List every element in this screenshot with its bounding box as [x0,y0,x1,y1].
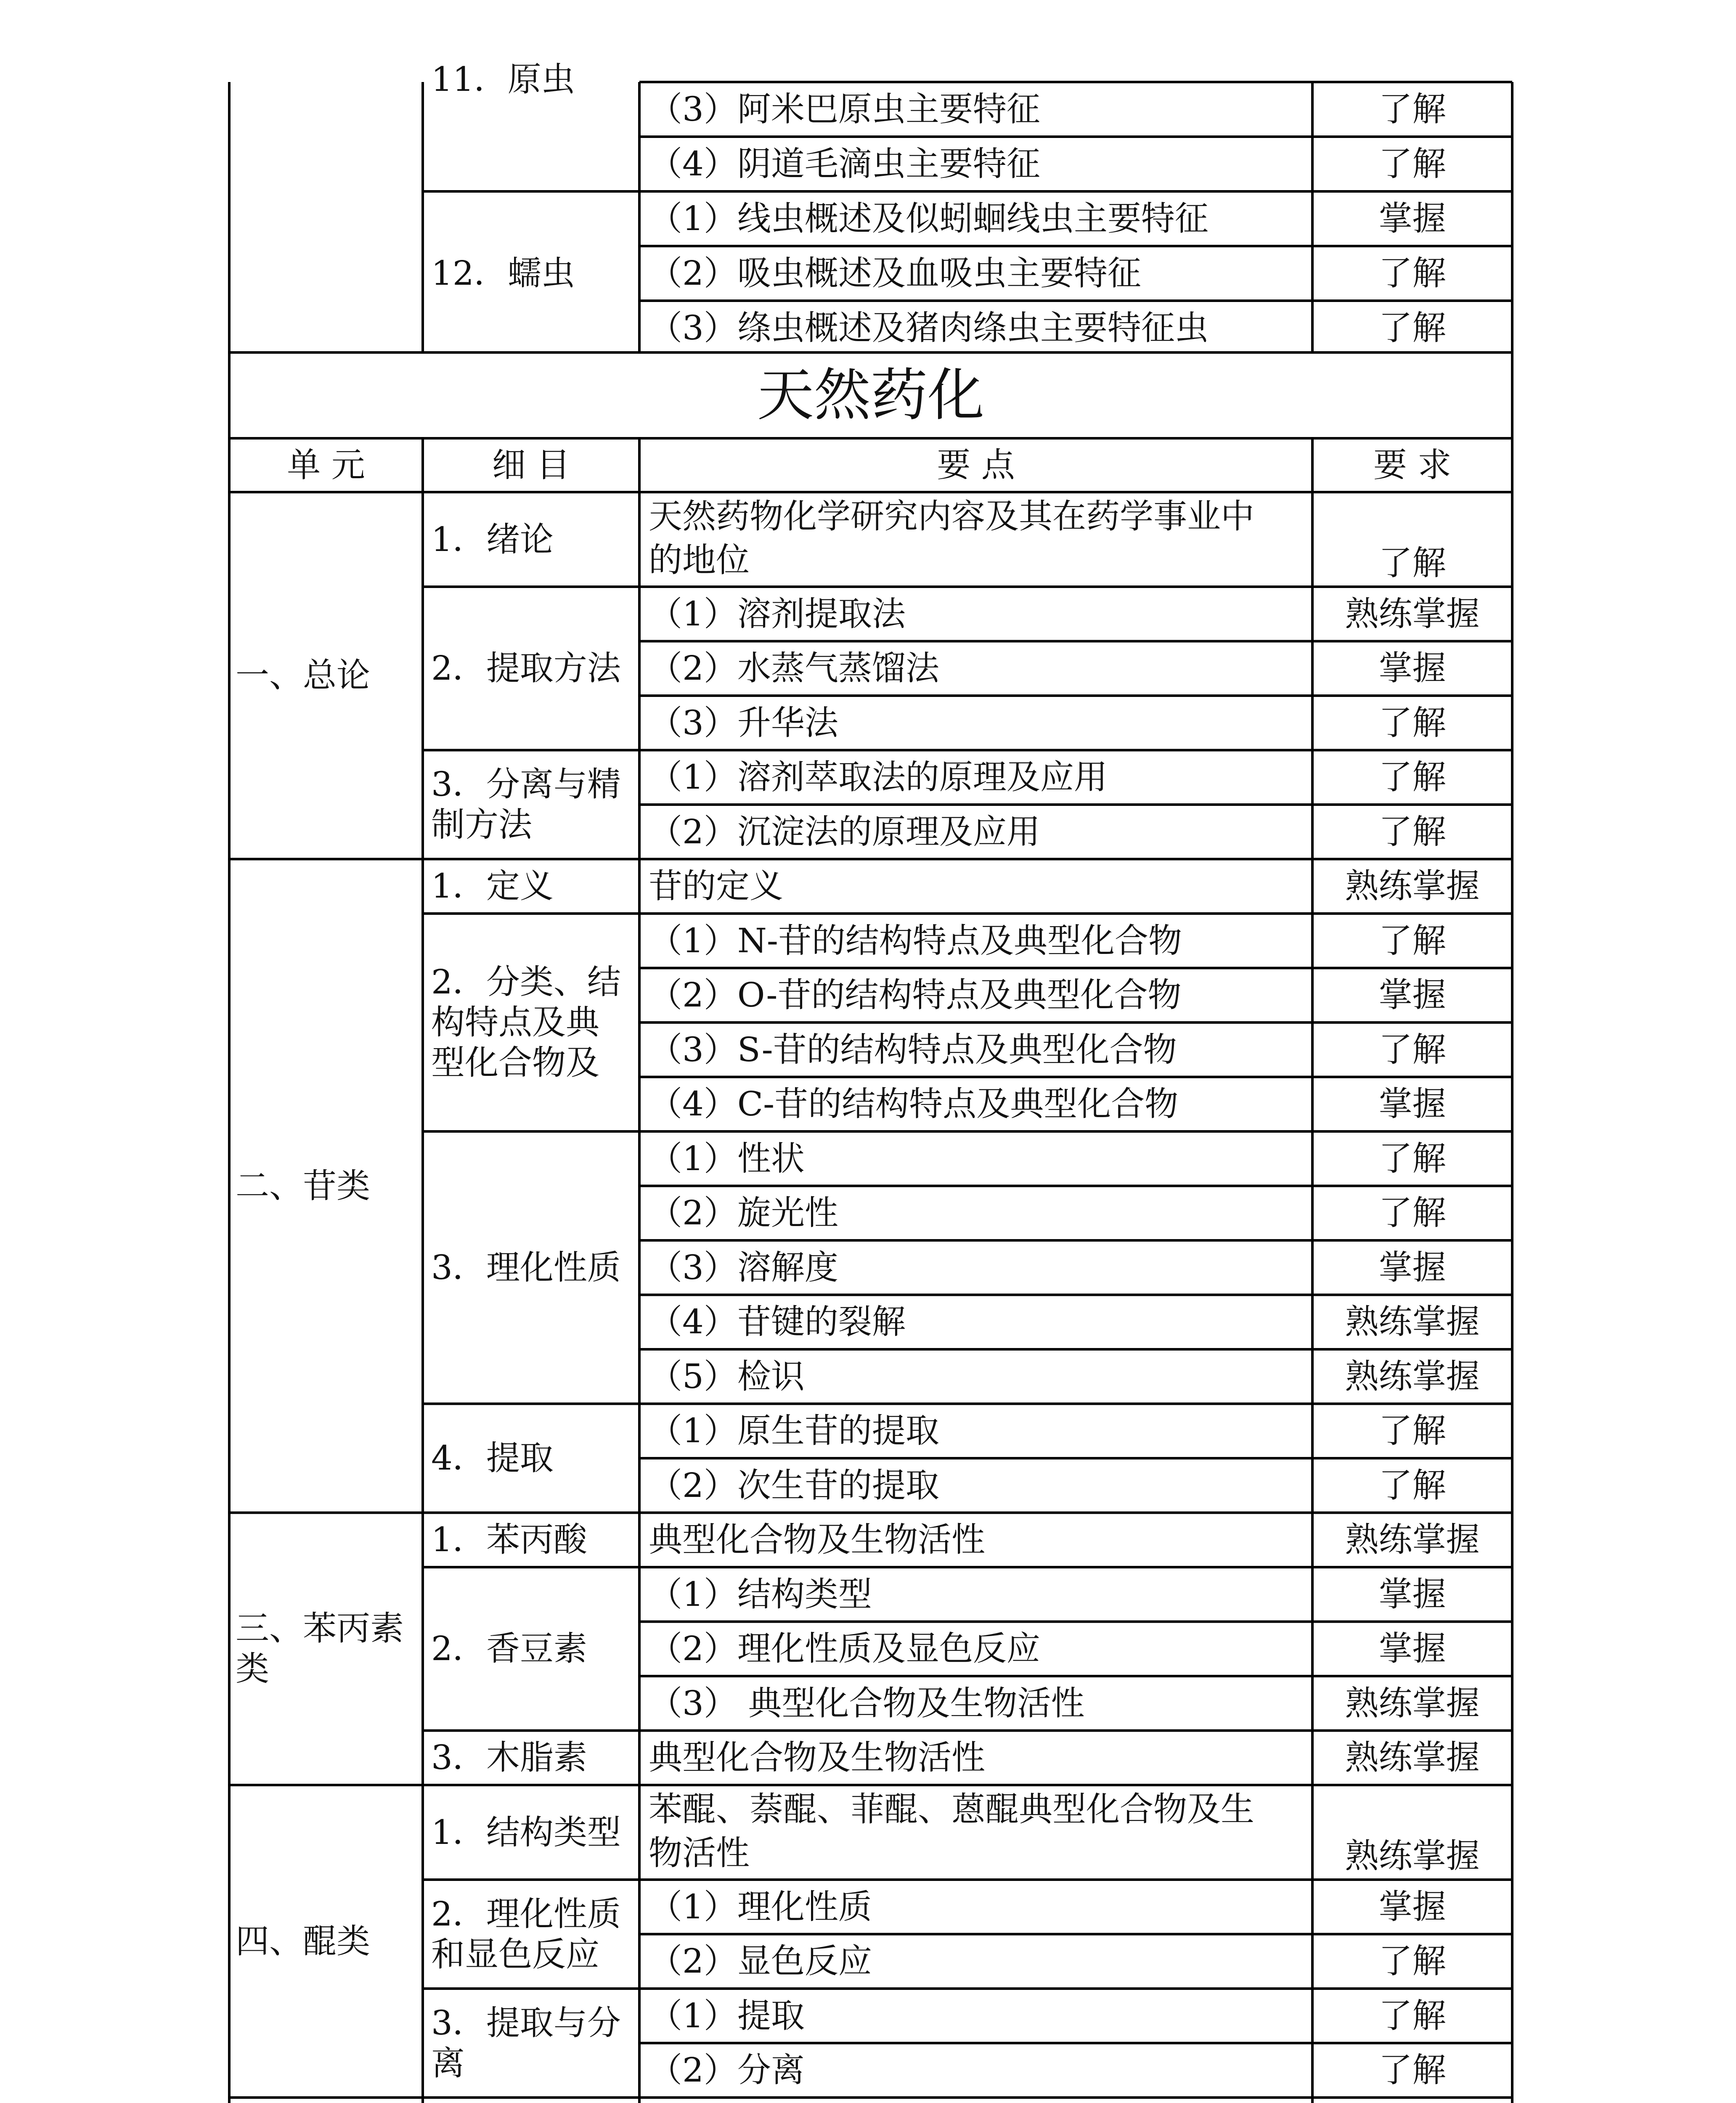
point-cell-line: （3）溶解度 [649,1247,838,1287]
requirement-cell-line: 了解 [1378,1465,1446,1505]
requirement-cell [1312,308,1512,348]
point-cell [649,2050,1303,2090]
point-cell [649,144,1303,184]
point-cell-line: （3）升华法 [649,703,838,742]
requirement-cell-line: 掌握 [1378,199,1446,238]
detail-cell-line: 制方法 [431,805,532,844]
requirement-cell [1312,866,1512,906]
detail-cell [431,1247,635,1288]
detail-cell-line: 1．结构类型 [431,1812,621,1852]
requirement-cell-line: 熟练掌握 [1345,1836,1480,1875]
requirement-cell [1312,703,1512,743]
requirement-cell [1312,812,1512,852]
detail-cell-line: 3．理化性质 [431,1247,621,1287]
point-cell [649,1193,1303,1233]
point-cell [649,703,1303,743]
requirement-cell-line: 了解 [1378,543,1446,583]
point-cell-line: （1）理化性质 [649,1887,872,1926]
header-unit [229,445,423,485]
requirement-cell [1312,1356,1512,1397]
requirement-cell-line: 了解 [1378,1411,1446,1451]
point-cell-line: （1）结构类型 [649,1574,872,1614]
point-cell-line: （2）理化性质及显色反应 [649,1629,1040,1669]
point-cell-line: （1）线虫概述及似蚓蛔线虫主要特征 [649,199,1209,238]
point-cell [649,1084,1303,1124]
requirement-cell [1312,144,1512,184]
detail-cell-line: 型化合物及 [431,1043,599,1082]
point-cell-line: （3）绦虫概述及猪肉绦虫主要特征虫 [649,308,1209,347]
requirement-cell [1312,1683,1512,1724]
header-requirement-line: 要 求 [1373,445,1452,485]
point-cell [649,921,1303,961]
unit-cell [236,1608,421,1689]
requirement-cell-line: 了解 [1378,921,1446,960]
requirement-cell-line: 了解 [1378,1193,1446,1233]
point-cell [649,812,1303,852]
point-cell [649,199,1303,239]
detail-cell [431,1629,635,1669]
requirement-cell [1312,1996,1512,2036]
detail-cell-line: 构特点及典 [431,1003,599,1042]
header-detail [423,445,639,485]
point-cell-line: （3）阿米巴原虫主要特征 [649,90,1040,129]
point-cell-line: 典型化合物及生物活性 [649,1738,985,1777]
header-requirement [1312,445,1512,485]
requirement-cell-line: 了解 [1378,308,1446,347]
detail-cell [431,1812,635,1853]
point-cell [649,1789,1303,1830]
point-cell [649,1629,1303,1669]
requirement-cell-line: 掌握 [1378,1084,1446,1124]
detail-cell [431,764,635,845]
requirement-cell-line: 了解 [1378,90,1446,129]
point-cell [649,1465,1303,1506]
detail-cell-line: 2．提取方法 [431,649,621,688]
point-cell-line: （2）显色反应 [649,1941,872,1981]
point-cell-line: （1）性状 [649,1139,805,1178]
point-cell-line: 典型化合物及生物活性 [649,1520,985,1560]
point-cell-line: （4）阴道毛滴虫主要特征 [649,144,1040,183]
detail-cell [431,648,635,689]
detail-cell [431,519,635,560]
point-cell-line: （1）原生苷的提取 [649,1411,939,1451]
requirement-cell-line: 掌握 [1378,975,1446,1015]
point-cell [649,89,1303,130]
detail-cell-line: 1．苯丙酸 [431,1520,587,1560]
point-cell-line: （4）苷键的裂解 [649,1302,906,1342]
unit-cell [236,1166,421,1206]
requirement-cell [1312,757,1512,797]
requirement-cell [1312,594,1512,634]
detail-cell-line: 1．绪论 [431,519,554,559]
requirement-cell-line: 掌握 [1378,1574,1446,1614]
requirement-cell [1312,253,1512,294]
unit-cell-line: 类 [236,1649,269,1689]
detail-cell-line: 1．定义 [431,866,554,906]
requirement-cell [1312,921,1512,961]
requirement-cell-line: 了解 [1378,812,1446,851]
point-cell-line: （2）旋光性 [649,1193,838,1233]
point-cell [649,1030,1303,1070]
point-cell-line: （1）N-苷的结构特点及典型化合物 [649,921,1182,960]
requirement-cell [1312,1836,1512,1876]
point-cell-line: 的地位 [649,540,750,580]
point-cell-line: （2）水蒸气蒸馏法 [649,649,939,688]
requirement-cell-line: 了解 [1378,144,1446,183]
requirement-cell-line: 熟练掌握 [1345,866,1480,906]
detail-cell-line: 和显色反应 [431,1934,599,1974]
requirement-cell [1312,1520,1512,1560]
point-cell [649,1139,1303,1179]
detail-12-cell-line: 12．蠕虫 [431,254,575,293]
detail-12-cell [431,253,635,294]
detail-11-cell-line: 11．原虫 [431,60,575,99]
point-cell-line: 苷的定义 [649,866,783,906]
requirement-cell [1312,1629,1512,1669]
requirement-cell [1312,2050,1512,2090]
requirement-cell-line: 熟练掌握 [1345,594,1480,633]
point-cell-line: （1）溶剂萃取法的原理及应用 [649,758,1108,797]
unit-cell-line: 二、苷类 [236,1166,370,1205]
point-cell [649,1833,1303,1873]
point-cell [649,1996,1303,2036]
point-cell [649,1520,1303,1560]
point-cell-line: （3） 典型化合物及生物活性 [649,1683,1085,1723]
header-detail-line: 细 目 [492,445,570,485]
point-cell [649,253,1303,294]
point-cell [649,1574,1303,1615]
unit-cell-line: 三、苯丙素 [236,1609,404,1648]
requirement-cell-line: 掌握 [1378,1629,1446,1669]
point-cell [649,496,1303,537]
requirement-cell [1312,543,1512,583]
detail-cell [431,962,635,1083]
requirement-cell [1312,199,1512,239]
requirement-cell-line: 熟练掌握 [1345,1356,1480,1396]
detail-cell-line: 2．理化性质 [431,1894,621,1933]
detail-cell-line: 3．分离与精 [431,765,621,804]
requirement-cell-line: 了解 [1378,2050,1446,2090]
requirement-cell [1312,648,1512,689]
requirement-cell-line: 掌握 [1378,1887,1446,1926]
requirement-cell-line: 了解 [1378,703,1446,742]
section-title-line: 天然药化 [757,362,984,428]
point-cell-line: （2）沉淀法的原理及应用 [649,812,1040,851]
point-cell-line: （1）溶剂提取法 [649,594,906,633]
point-cell-line: （5）检识 [649,1356,805,1396]
point-cell-line: 苯醌、萘醌、菲醌、蒽醌典型化合物及生 [649,1790,1254,1829]
requirement-cell [1312,1139,1512,1179]
detail-cell-line: 3．木脂素 [431,1738,587,1777]
requirement-cell-line: 熟练掌握 [1345,1302,1480,1342]
requirement-cell [1312,1465,1512,1506]
point-cell [649,1247,1303,1288]
requirement-cell-line: 掌握 [1378,1247,1446,1287]
detail-cell [431,1520,635,1560]
section-title [229,364,1512,427]
point-cell-line: 物活性 [649,1833,750,1873]
detail-cell-line: 2．分类、结 [431,962,621,1001]
detail-cell-line: 2．香豆素 [431,1629,587,1669]
header-point [639,445,1312,485]
point-cell-line: 天然药物化学研究内容及其在药学事业中 [649,497,1254,536]
requirement-cell [1312,1574,1512,1615]
point-cell [649,308,1303,348]
detail-cell [431,2003,635,2084]
detail-cell-line: 离 [431,2043,465,2083]
detail-cell [431,866,635,906]
requirement-cell-line: 熟练掌握 [1345,1520,1480,1560]
point-cell-line: （1）提取 [649,1996,805,2035]
point-cell-line: （2）O-苷的结构特点及典型化合物 [649,975,1182,1015]
requirement-cell [1312,1030,1512,1070]
requirement-cell-line: 了解 [1378,758,1446,797]
point-cell [649,540,1303,580]
requirement-cell [1312,1247,1512,1288]
point-cell [649,1737,1303,1778]
point-cell [649,648,1303,689]
requirement-cell-line: 掌握 [1378,649,1446,688]
requirement-cell-line: 了解 [1378,1030,1446,1069]
point-cell [649,1356,1303,1397]
requirement-cell [1312,975,1512,1015]
detail-11-cell [431,59,635,100]
unit-cell-line: 四、醌类 [236,1921,370,1961]
requirement-cell [1312,1737,1512,1778]
point-cell-line: （2）吸虫概述及血吸虫主要特征 [649,254,1141,293]
requirement-cell [1312,1887,1512,1927]
requirement-cell [1312,1411,1512,1451]
requirement-cell-line: 熟练掌握 [1345,1683,1480,1723]
requirement-cell [1312,1193,1512,1233]
detail-cell [431,1894,635,1975]
requirement-cell-line: 了解 [1378,1139,1446,1178]
requirement-cell [1312,89,1512,130]
point-cell [649,1411,1303,1451]
detail-cell [431,1737,635,1778]
point-cell [649,866,1303,906]
point-cell [649,757,1303,797]
detail-cell-line: 3．提取与分 [431,2003,621,2042]
unit-cell-line: 一、总论 [236,656,370,695]
point-cell [649,1683,1303,1724]
header-point-line: 要 点 [937,445,1015,485]
requirement-cell-line: 了解 [1378,254,1446,293]
point-cell-line: （2）次生苷的提取 [649,1465,939,1505]
point-cell [649,1941,1303,1981]
point-cell-line: （3）S-苷的结构特点及典型化合物 [649,1030,1177,1069]
point-cell-line: （4）C-苷的结构特点及典型化合物 [649,1084,1179,1124]
detail-cell-line: 4．提取 [431,1438,554,1478]
point-cell [649,1302,1303,1342]
requirement-cell [1312,1302,1512,1342]
requirement-cell [1312,1084,1512,1124]
requirement-cell-line: 了解 [1378,1941,1446,1981]
point-cell-line: （2）分离 [649,2050,805,2090]
detail-cell [431,1438,635,1478]
requirement-cell-line: 熟练掌握 [1345,1738,1480,1777]
requirement-cell-line: 了解 [1378,1996,1446,2035]
point-cell [649,975,1303,1015]
unit-cell [236,655,421,696]
requirement-cell [1312,1941,1512,1981]
point-cell [649,1887,1303,1927]
unit-cell [236,1921,421,1962]
header-unit-line: 单 元 [287,445,365,485]
point-cell [649,594,1303,634]
